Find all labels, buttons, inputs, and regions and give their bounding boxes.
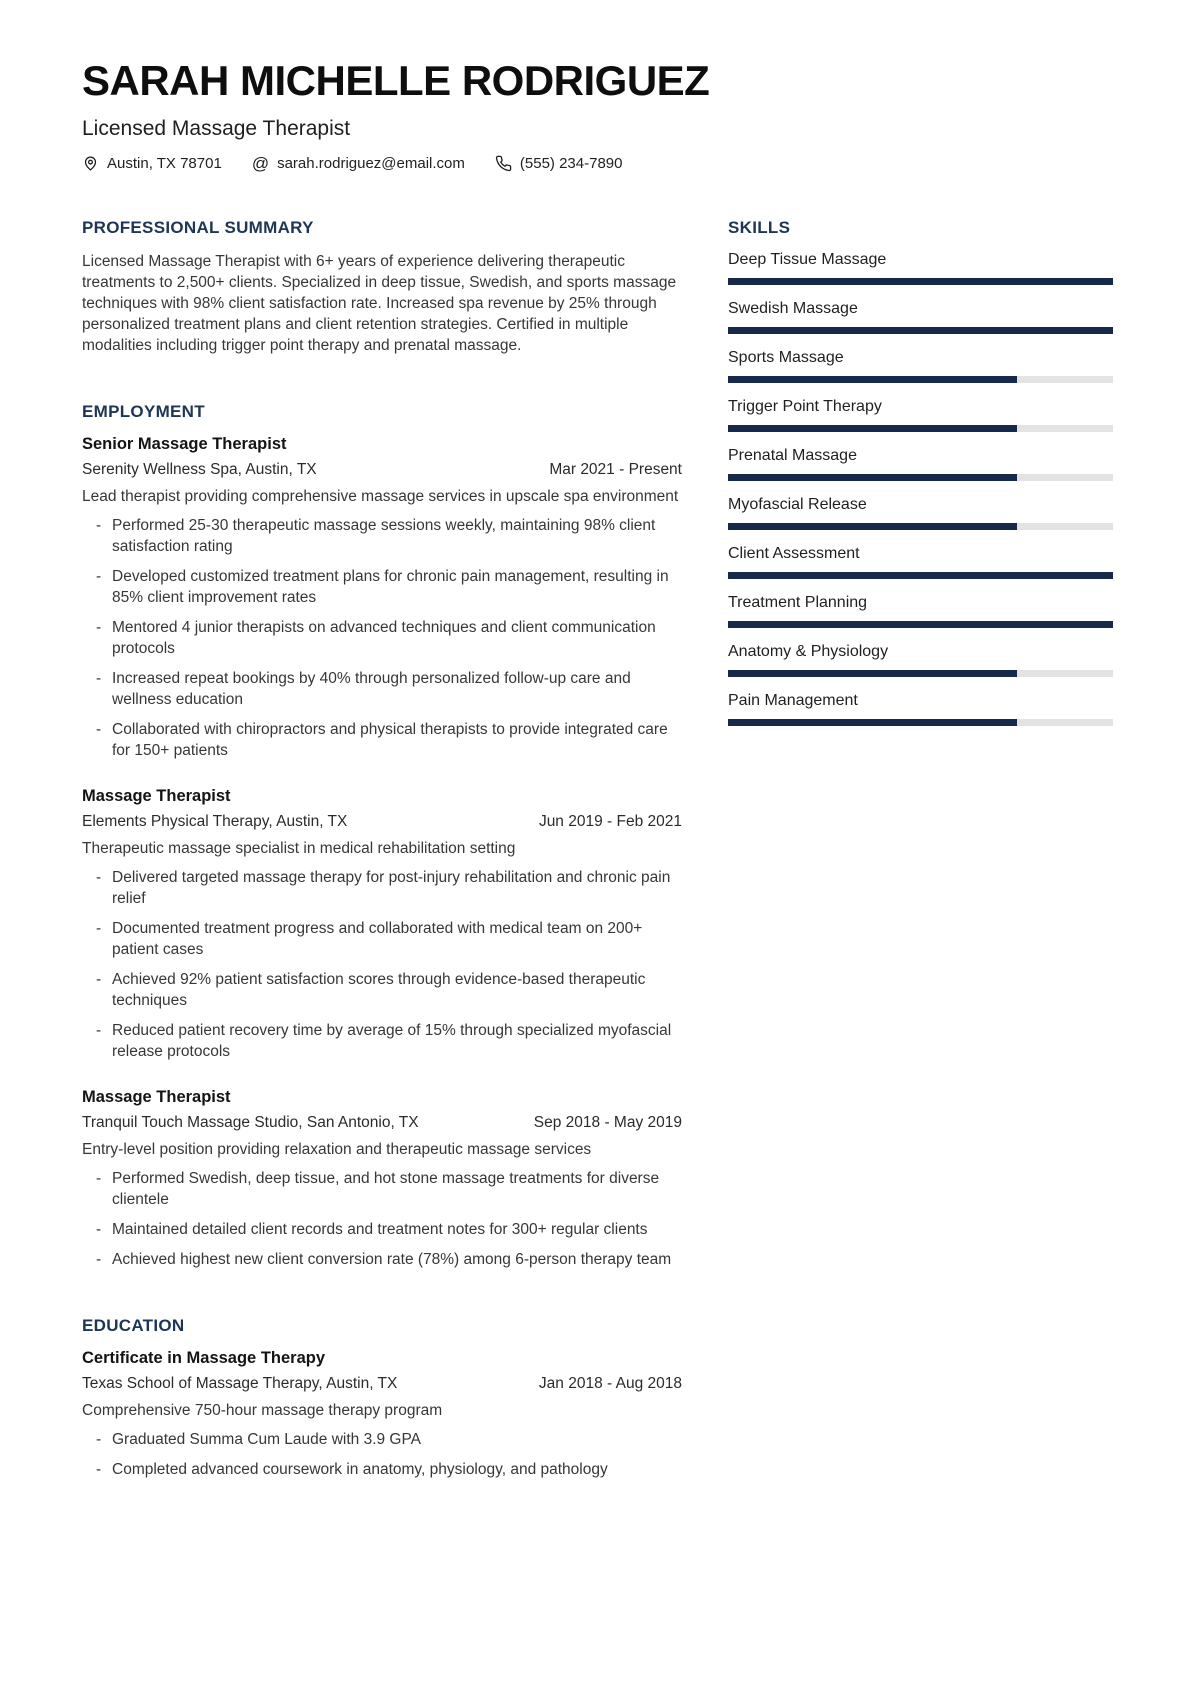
skill-name: Myofascial Release (728, 496, 867, 514)
skill-item (728, 447, 1113, 481)
skill-name: Prenatal Massage (728, 447, 857, 465)
job-bullet: - Reduced patient recovery time by average of 15% through specialized myofascial release protocols (82, 1020, 682, 1062)
job-company: Tranquil Touch Massage Studio, San Antonio, TX (82, 1114, 419, 1132)
resume-body (82, 218, 1113, 1489)
skill-bar-track (728, 572, 1113, 579)
skill-bar-track (728, 719, 1113, 726)
job-entry (82, 435, 682, 761)
job-bullet: - Collaborated with chiropractors and physical therapists to provide integrated care for 150+ patients (82, 719, 682, 761)
skill-bar-fill (728, 376, 1017, 383)
skill-bar-fill (728, 719, 1017, 726)
job-description: Lead therapist providing comprehensive massage services in upscale spa environment (82, 488, 679, 506)
job-bullet: - Documented treatment progress and collaborated with medical team on 200+ patient cases (82, 918, 682, 960)
job-bullet: - Performed Swedish, deep tissue, and hot stone massage treatments for diverse clientele (82, 1168, 682, 1210)
main-column (82, 218, 682, 1489)
skills-section (728, 218, 1113, 726)
skill-name: Trigger Point Therapy (728, 398, 882, 416)
skill-item (728, 545, 1113, 579)
skill-item (728, 251, 1113, 285)
skill-bar-fill (728, 327, 1113, 334)
job-dates: Sep 2018 - May 2019 (533, 1114, 682, 1132)
map-pin-icon (82, 155, 99, 172)
skill-item (728, 692, 1113, 726)
job-title: Senior Massage Therapist (82, 435, 287, 454)
skill-name: Anatomy & Physiology (728, 643, 889, 661)
job-bullet-list (82, 515, 682, 761)
candidate-name: SARAH MICHELLE RODRIGUEZ (82, 57, 710, 104)
job-company: Elements Physical Therapy, Austin, TX (82, 813, 348, 831)
skill-item (728, 594, 1113, 628)
job-description: Entry-level position providing relaxation and therapeutic massage services (82, 1141, 592, 1159)
job-bullet: - Delivered targeted massage therapy for post-injury rehabilitation and chronic pain relief (82, 867, 682, 909)
contact-email (252, 155, 465, 172)
skill-item (728, 398, 1113, 432)
job-meta-row (82, 813, 682, 831)
job-company: Serenity Wellness Spa, Austin, TX (82, 461, 317, 479)
contact-location-text: Austin, TX 78701 (107, 155, 222, 173)
skill-bar-fill (728, 425, 1017, 432)
job-bullet: - Maintained detailed client records and treatment notes for 300+ regular clients (82, 1219, 682, 1240)
summary-text: Licensed Massage Therapist with 6+ years of experience delivering therapeutic treatments to 2,500+ clients. Specialized in deep tissue, Swedish, and sports massage techniques with 98% client satisfaction rate. Increased spa revenue by 25% through personalized treatment plans and client retention strategies. Certified in multiple modalities including trigger point therapy and prenatal massage. (82, 253, 677, 355)
contact-phone-text: (555) 234-7890 (519, 155, 623, 173)
skill-name: Client Assessment (728, 545, 860, 563)
at-sign-icon: @ (251, 154, 270, 174)
resume-header (82, 58, 1113, 172)
job-bullet: - Achieved 92% patient satisfaction scores through evidence-based therapeutic techniques (82, 969, 682, 1011)
education-bullet: - Graduated Summa Cum Laude with 3.9 GPA (82, 1429, 682, 1450)
contact-email-text: sarah.rodriguez@email.com (277, 155, 465, 173)
skill-bar-fill (728, 621, 1113, 628)
skill-item (728, 300, 1113, 334)
contact-location (82, 155, 222, 172)
education-meta-row (82, 1375, 682, 1393)
skill-item (728, 643, 1113, 677)
skill-bar-fill (728, 523, 1017, 530)
job-title: Massage Therapist (82, 1088, 231, 1107)
skill-bar-fill (728, 670, 1017, 677)
job-entry (82, 787, 682, 1062)
education-section (82, 1316, 682, 1480)
education-dates: Jan 2018 - Aug 2018 (538, 1375, 682, 1393)
skill-name: Deep Tissue Massage (728, 251, 887, 269)
skill-bar-track (728, 621, 1113, 628)
skill-bar-track (728, 278, 1113, 285)
skill-item (728, 496, 1113, 530)
job-bullet: - Developed customized treatment plans for chronic pain management, resulting in 85% client improvement rates (82, 566, 682, 608)
job-entry (82, 1088, 682, 1270)
summary-heading: PROFESSIONAL SUMMARY (82, 218, 314, 238)
skill-bar-track (728, 474, 1113, 481)
skill-name: Treatment Planning (728, 594, 868, 612)
job-bullet: - Achieved highest new client conversion rate (78%) among 6-person therapy team (82, 1249, 682, 1270)
skill-bar-fill (728, 474, 1017, 481)
skill-bar-track (728, 523, 1113, 530)
education-school: Texas School of Massage Therapy, Austin, TX (82, 1375, 398, 1393)
skill-name: Pain Management (728, 692, 858, 710)
education-entry (82, 1349, 682, 1480)
phone-icon (495, 155, 512, 172)
job-meta-row (82, 461, 682, 479)
job-bullet-list (82, 867, 682, 1062)
education-bullet: - Completed advanced coursework in anatomy, physiology, and pathology (82, 1459, 682, 1480)
job-dates: Mar 2021 - Present (549, 461, 682, 479)
sidebar-column (728, 218, 1113, 1489)
employment-heading: EMPLOYMENT (82, 402, 205, 422)
job-bullet: - Increased repeat bookings by 40% through personalized follow-up care and wellness education (82, 668, 682, 710)
job-bullet: - Mentored 4 junior therapists on advanced techniques and client communication protocols (82, 617, 682, 659)
skill-bar-track (728, 327, 1113, 334)
job-bullet: - Performed 25-30 therapeutic massage sessions weekly, maintaining 98% client satisfaction rating (82, 515, 682, 557)
job-dates: Jun 2019 - Feb 2021 (538, 813, 682, 831)
skill-bar-track (728, 376, 1113, 383)
contact-row (82, 155, 1113, 172)
contact-phone (495, 155, 623, 172)
skill-bar-track (728, 670, 1113, 677)
skill-name: Swedish Massage (728, 300, 858, 318)
education-description: Comprehensive 750-hour massage therapy program (82, 1402, 443, 1420)
job-bullet-list (82, 1168, 682, 1270)
skill-bar-fill (728, 572, 1113, 579)
education-heading: EDUCATION (82, 1316, 185, 1336)
skill-item (728, 349, 1113, 383)
job-meta-row (82, 1114, 682, 1132)
skill-bar-fill (728, 278, 1113, 285)
summary-section (82, 218, 682, 356)
education-bullet-list (82, 1429, 682, 1480)
job-description: Therapeutic massage specialist in medical rehabilitation setting (82, 840, 516, 858)
skills-heading: SKILLS (728, 218, 791, 238)
job-title: Massage Therapist (82, 787, 231, 806)
employment-section (82, 402, 682, 1270)
candidate-job-title: Licensed Massage Therapist (82, 117, 351, 141)
skill-name: Sports Massage (728, 349, 844, 367)
education-degree: Certificate in Massage Therapy (82, 1349, 326, 1368)
skill-bar-track (728, 425, 1113, 432)
